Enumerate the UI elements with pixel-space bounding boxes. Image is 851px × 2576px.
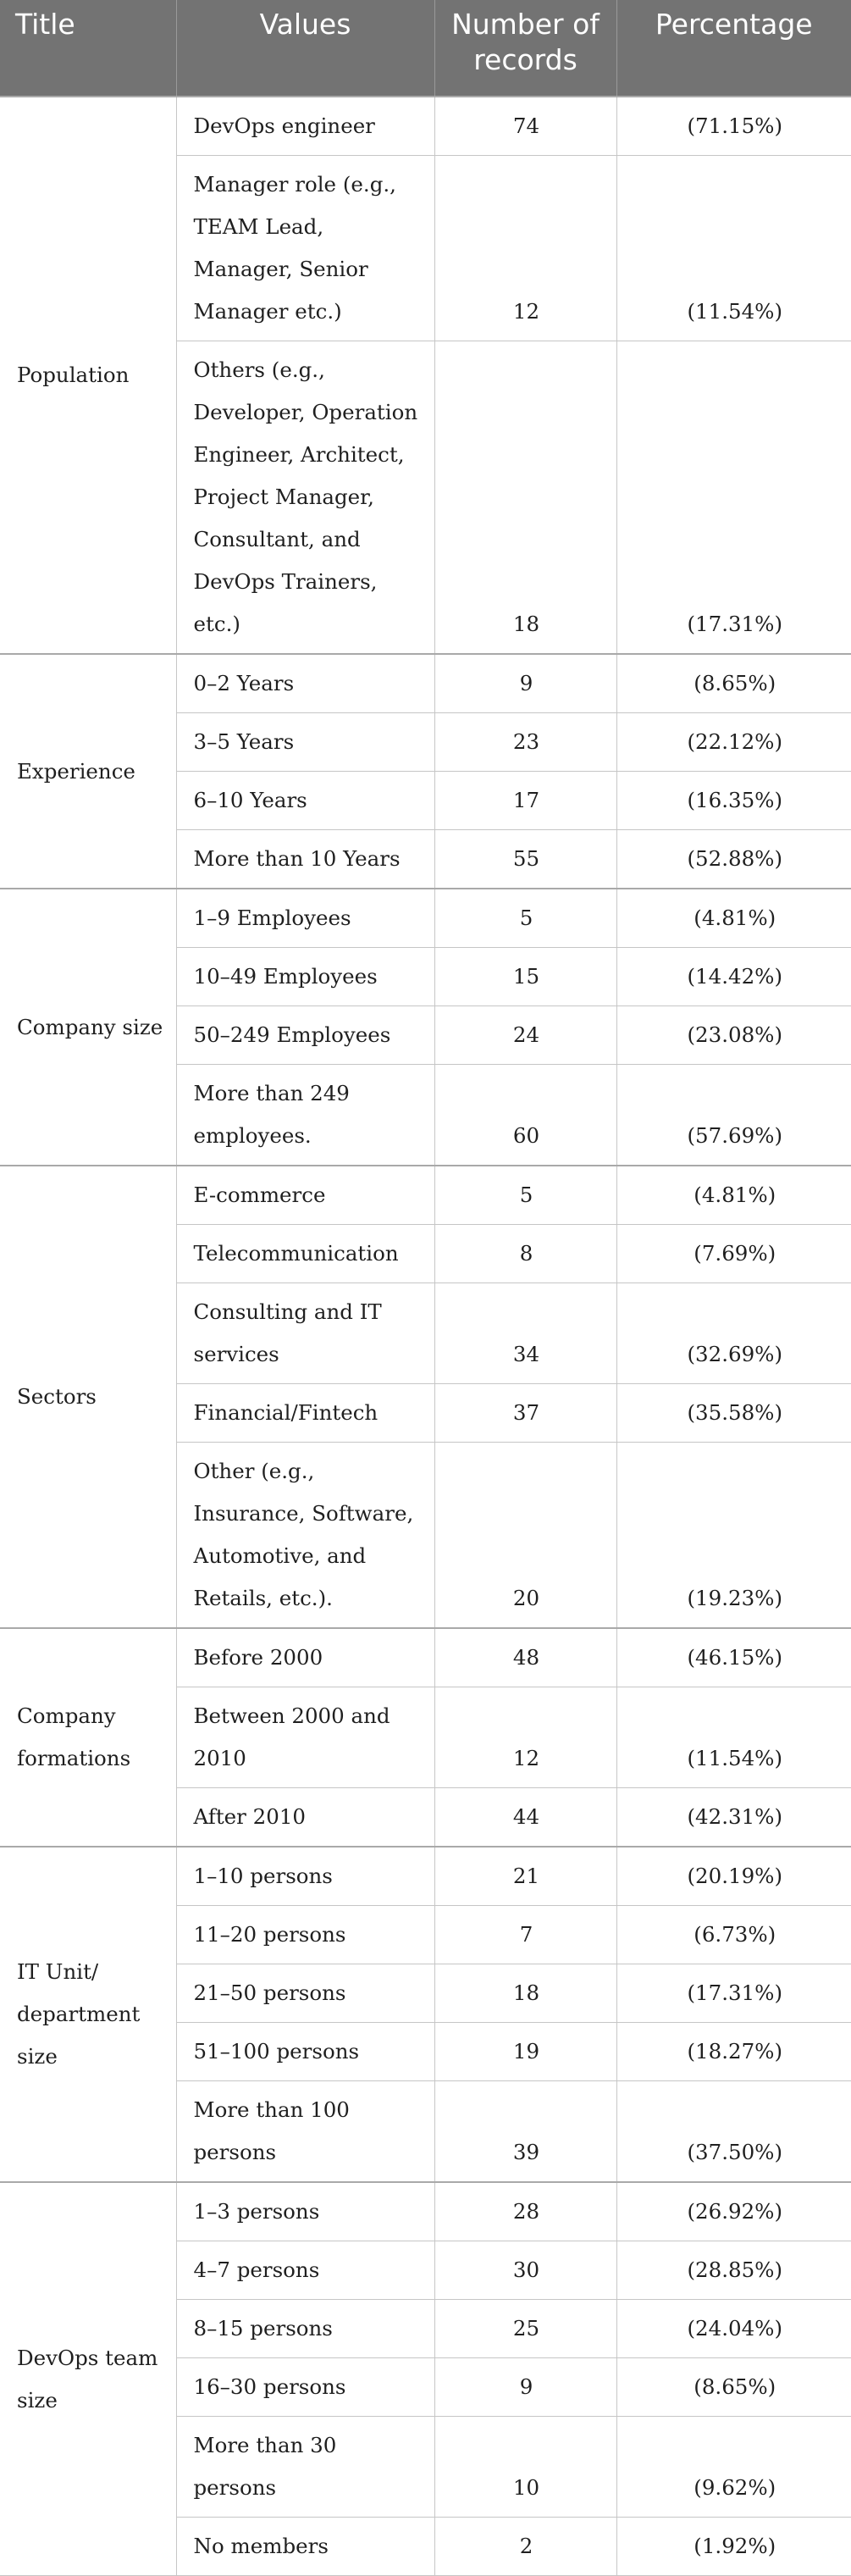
row-percentage: (26.92%)	[616, 2182, 851, 2241]
row-percentage: (4.81%)	[616, 889, 851, 948]
group-title: IT Unit/ department size	[0, 1847, 176, 2182]
row-value: Between 2000 and 2010	[176, 1687, 434, 1788]
group-title: Company formations	[0, 1628, 176, 1847]
table-row	[0, 1628, 851, 1687]
row-percentage: (35.58%)	[616, 1384, 851, 1443]
row-count: 28	[434, 2182, 616, 2241]
row-value: 16–30 persons	[176, 2358, 434, 2417]
group-title: DevOps team size	[0, 2182, 176, 2576]
row-count: 39	[434, 2081, 616, 2183]
row-value: Others (e.g., Developer, Operation Engineer, Architect, Project Manager, Consultant, and DevOps Trainers, etc.)	[176, 341, 434, 655]
row-count: 18	[434, 1964, 616, 2023]
row-value: 6–10 Years	[176, 772, 434, 830]
row-count: 21	[434, 1847, 616, 1906]
row-count: 60	[434, 1065, 616, 1166]
row-percentage: (19.23%)	[616, 1443, 851, 1629]
row-value: 1–3 persons	[176, 2182, 434, 2241]
row-value: 0–2 Years	[176, 654, 434, 713]
row-count: 5	[434, 1166, 616, 1225]
row-percentage: (37.50%)	[616, 2081, 851, 2183]
row-count: 74	[434, 97, 616, 156]
row-percentage: (9.62%)	[616, 2417, 851, 2518]
row-count: 25	[434, 2300, 616, 2358]
row-percentage: (23.08%)	[616, 1006, 851, 1065]
row-value: Before 2000	[176, 1628, 434, 1687]
row-value: 1–10 persons	[176, 1847, 434, 1906]
row-percentage: (11.54%)	[616, 156, 851, 341]
row-percentage: (24.04%)	[616, 2300, 851, 2358]
row-count: 12	[434, 1687, 616, 1788]
row-percentage: (22.12%)	[616, 713, 851, 772]
row-count: 12	[434, 156, 616, 341]
row-value: Manager role (e.g., TEAM Lead, Manager, Senior Manager etc.)	[176, 156, 434, 341]
row-percentage: (17.31%)	[616, 1964, 851, 2023]
row-percentage: (18.27%)	[616, 2023, 851, 2081]
row-value: More than 30 persons	[176, 2417, 434, 2518]
table-row	[0, 1166, 851, 1225]
row-percentage: (42.31%)	[616, 1788, 851, 1848]
row-percentage: (16.35%)	[616, 772, 851, 830]
row-count: 8	[434, 1225, 616, 1283]
table-row	[0, 2182, 851, 2241]
row-count: 44	[434, 1788, 616, 1848]
row-percentage: (20.19%)	[616, 1847, 851, 1906]
row-count: 9	[434, 2358, 616, 2417]
row-count: 7	[434, 1906, 616, 1964]
row-value: Other (e.g., Insurance, Software, Automotive, and Retails, etc.).	[176, 1443, 434, 1629]
row-count: 17	[434, 772, 616, 830]
row-percentage: (8.65%)	[616, 2358, 851, 2417]
table-row	[0, 889, 851, 948]
row-count: 34	[434, 1283, 616, 1384]
row-count: 55	[434, 830, 616, 889]
row-count: 2	[434, 2518, 616, 2576]
group-title: Sectors	[0, 1166, 176, 1628]
row-value: Financial/Fintech	[176, 1384, 434, 1443]
row-value: 3–5 Years	[176, 713, 434, 772]
row-value: 11–20 persons	[176, 1906, 434, 1964]
row-percentage: (32.69%)	[616, 1283, 851, 1384]
row-value: More than 100 persons	[176, 2081, 434, 2183]
row-value: 1–9 Employees	[176, 889, 434, 948]
row-count: 10	[434, 2417, 616, 2518]
header-values: Values	[176, 0, 434, 97]
row-count: 18	[434, 341, 616, 655]
group-title: Population	[0, 97, 176, 654]
row-percentage: (17.31%)	[616, 341, 851, 655]
row-count: 9	[434, 654, 616, 713]
row-count: 23	[434, 713, 616, 772]
row-value: More than 10 Years	[176, 830, 434, 889]
row-value: 51–100 persons	[176, 2023, 434, 2081]
row-count: 20	[434, 1443, 616, 1629]
table-row	[0, 97, 851, 156]
header-percentage: Percentage	[616, 0, 851, 97]
row-value: More than 249 employees.	[176, 1065, 434, 1166]
row-count: 15	[434, 948, 616, 1006]
row-count: 37	[434, 1384, 616, 1443]
row-value: 4–7 persons	[176, 2241, 434, 2300]
row-percentage: (8.65%)	[616, 654, 851, 713]
row-value: DevOps engineer	[176, 97, 434, 156]
row-count: 48	[434, 1628, 616, 1687]
header-number-of-records: Number of records	[434, 0, 616, 97]
group-title: Company size	[0, 889, 176, 1166]
row-percentage: (46.15%)	[616, 1628, 851, 1687]
row-count: 19	[434, 2023, 616, 2081]
header-row	[0, 0, 851, 97]
table-body	[0, 97, 851, 2576]
row-value: Consulting and IT services	[176, 1283, 434, 1384]
row-value: Telecommunication	[176, 1225, 434, 1283]
table-row	[0, 654, 851, 713]
group-title: Experience	[0, 654, 176, 889]
row-count: 24	[434, 1006, 616, 1065]
row-count: 30	[434, 2241, 616, 2300]
row-percentage: (11.54%)	[616, 1687, 851, 1788]
table-row	[0, 1847, 851, 1906]
row-count: 5	[434, 889, 616, 948]
row-percentage: (57.69%)	[616, 1065, 851, 1166]
row-value: After 2010	[176, 1788, 434, 1848]
row-percentage: (1.92%)	[616, 2518, 851, 2576]
row-percentage: (7.69%)	[616, 1225, 851, 1283]
row-percentage: (6.73%)	[616, 1906, 851, 1964]
header-title: Title	[0, 0, 176, 97]
row-value: 10–49 Employees	[176, 948, 434, 1006]
row-percentage: (71.15%)	[616, 97, 851, 156]
row-value: No members	[176, 2518, 434, 2576]
row-value: E-commerce	[176, 1166, 434, 1225]
row-percentage: (4.81%)	[616, 1166, 851, 1225]
row-percentage: (52.88%)	[616, 830, 851, 889]
row-value: 50–249 Employees	[176, 1006, 434, 1065]
row-percentage: (28.85%)	[616, 2241, 851, 2300]
row-percentage: (14.42%)	[616, 948, 851, 1006]
row-value: 21–50 persons	[176, 1964, 434, 2023]
row-value: 8–15 persons	[176, 2300, 434, 2358]
